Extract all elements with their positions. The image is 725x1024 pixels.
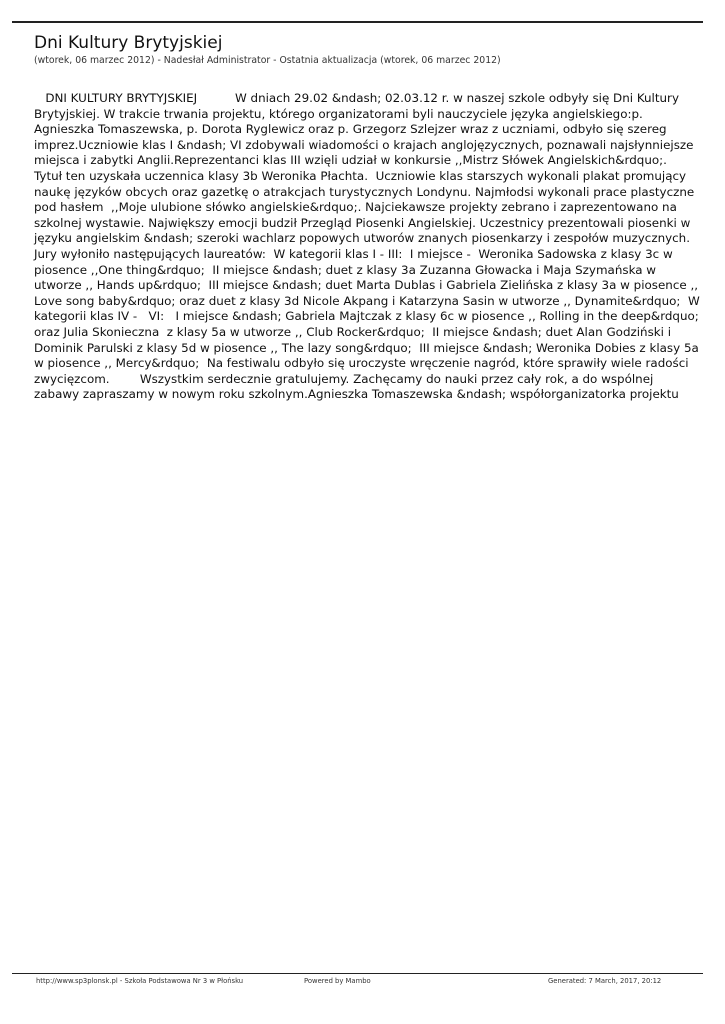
article-body: DNI KULTURY BRYTYJSKIEJ W dniach 29.02 &ndash; 02.03.12 r. w naszej szkole odbyły się Dni Kultury Brytyjskiej. W trakcie trwania projektu, którego organizatorami byli nauczyciele języka angielskiego:p. Agnieszka Tomaszewska, p. Dorota Ryglewicz oraz p. Grzegorz Szlejzer wraz z uczniami, odbyło się szereg imprez.Uczniowie klas I &ndash; VI zdobywali wiadomości o krajach anglojęzycznych, poznawali najsłynniejsze miejsca i zabytki Anglii.Reprezentanci klas III wzięli udział w konkursie ,,Mistrz Słówek Angielskich&rdquo;. Tytuł ten uzyskała uczennica klasy 3b Weronika Płachta. Uczniowie klas starszych wykonali plakat promujący naukę języków obcych oraz gazetkę o atrakcjach turystycznych Londynu. Najmłodsi wykonali prace plastyczne pod hasłem ,,Moje ulubione słówko angielskie&rdquo;. Najciekawsze projekty zebrano i zaprezentowano na szkolnej wystawie. Największy emocji budził Przegląd Piosenki Angielskiej. Uczestnicy prezentowali piosenki w języku angielskim &ndash; szeroki wachlarz popowych utworów znanych piosenkarzy i zespołów muzycznych. Jury wyłoniło następujących laureatów: W kategorii klas I - III: I miejsce - Weronika Sadowska z klasy 3c w piosence ,,One thing&rdquo; II miejsce &ndash; duet z klasy 3a Zuzanna Głowacka i Maja Szymańska w utworze ,, Hands up&rdquo; III miejsce &ndash; duet Marta Dublas i Gabriela Zielińska z klasy 3a w piosence ,, Love song baby&rdquo; oraz duet z klasy 3d Nicole Akpang i Katarzyna Sasin w utworze ,, Dynamite&rdquo; W kategorii klas IV - VI: I miejsce &ndash; Gabriela Majtczak z klasy 6c w piosence ,, Rolling in the deep&rdquo; oraz Julia Skonieczna z klasy 5a w utworze ,, Club Rocker&rdquo; II miejsce &ndash; duet Alan Godziński i Dominik Parulski z klasy 5d w piosence ,, The lazy song&rdquo; III miejsce &ndash; Weronika Dobies z klasy 5a w piosence ,, Mercy&rdquo; Na festiwalu odbyło się uroczyste wręczenie nagród, które sprawiły wiele radości zwycięzcom. Wszystkim serdecznie gratulujemy. Zachęcamy do nauki przez cały rok, a do wspólnej zabawy zapraszamy w nowym roku szkolnym.Agnieszka Tomaszewska &ndash; współorganizatorka projektu	[34, 91, 707, 402]
article-title: Dni Kultury Brytyjskiej	[34, 33, 223, 53]
header-divider	[12, 21, 703, 23]
article-meta: (wtorek, 06 marzec 2012) - Nadesłał Administrator - Ostatnia aktualizacja (wtorek, 06 marzec 2012)	[34, 55, 501, 66]
footer-site-url[interactable]: http://www.sp3plonsk.pl - Szkoła Podstawowa Nr 3 w Płońsku	[36, 977, 244, 985]
footer-divider	[12, 973, 703, 974]
footer-powered-by: Powered by Mambo	[304, 977, 371, 985]
footer-generated-date: Generated: 7 March, 2017, 20:12	[548, 977, 662, 985]
